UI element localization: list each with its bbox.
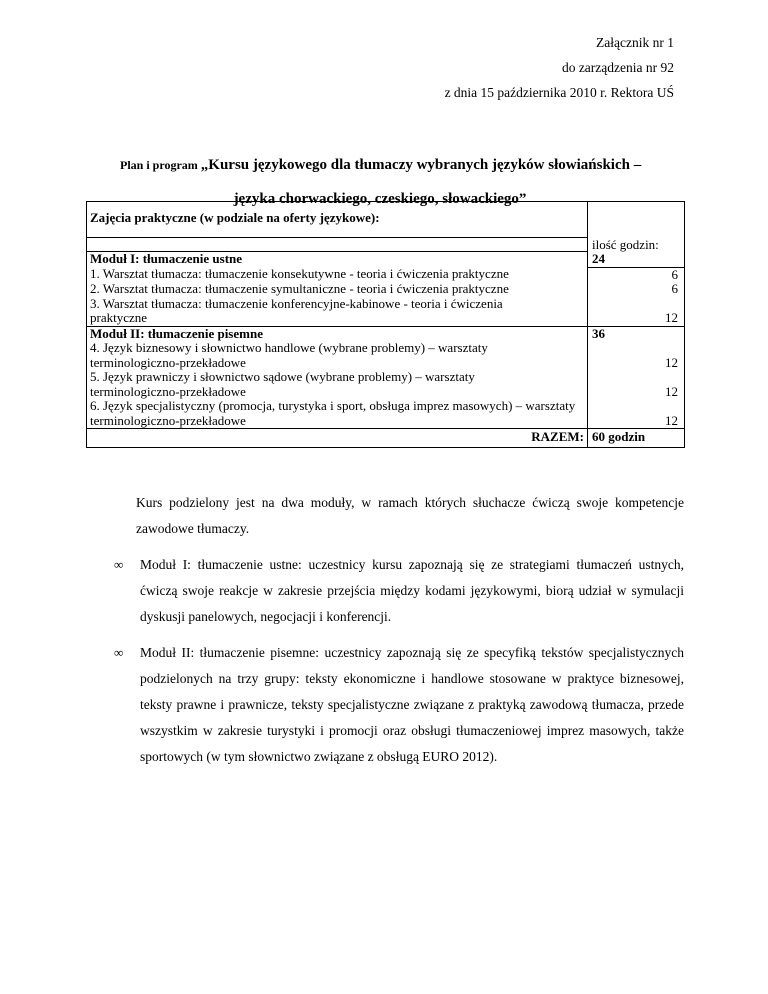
- title-lead: Plan i program: [120, 158, 201, 172]
- row-hours: 12: [588, 297, 685, 327]
- module-1-total: 24: [592, 251, 605, 266]
- module-1-title: Moduł I: tłumaczenie ustne: [87, 252, 588, 268]
- hours-label: ilość godzin:: [592, 236, 659, 252]
- table-row: 4. Język biznesowy i słownictwo handlowe (wybrane problemy) – warsztaty terminologiczno-przekładowe: [87, 341, 588, 370]
- header-line-1: Załącznik nr 1: [596, 35, 674, 50]
- table-row: 2. Warsztat tłumacza: tłumaczenie symultaniczne - teoria i ćwiczenia praktyczne: [87, 282, 588, 297]
- row-hours: 12: [588, 370, 685, 399]
- row-hours: 12: [588, 399, 685, 429]
- list-item: [114, 552, 684, 630]
- module-2-title: Moduł II: tłumaczenie pisemne: [87, 326, 588, 341]
- table-row: 3. Warsztat tłumacza: tłumaczenie konferencyjne-kabinowe - teoria i ćwiczenia praktyczne: [87, 297, 588, 327]
- title-line-2: języka chorwackiego, czeskiego, słowackiego”: [233, 191, 527, 207]
- program-table: [86, 201, 685, 448]
- table-row: 1. Warsztat tłumacza: tłumaczenie konsekutywne - teoria i ćwiczenia praktyczne: [87, 267, 588, 282]
- total-label: RAZEM:: [87, 429, 588, 448]
- module-description-list: [114, 552, 684, 780]
- bullet-text-module-1: Moduł I: tłumaczenie ustne: uczestnicy kursu zapoznają się ze strategiami tłumaczeń ustnych, ćwiczą swoje reakcje w zakresie przejścia między kodami językowymi, biorą udział w symulacji dyskusji panelowych, negocjacji i konferencji.: [140, 557, 684, 624]
- table-heading: Zajęcia praktyczne (w podziale na oferty językowe):: [87, 202, 588, 238]
- total-value: 60 godzin: [588, 429, 685, 448]
- hours-label-cell: [588, 236, 685, 268]
- table-row: 6. Język specjalistyczny (promocja, turystyka i sport, obsługa imprez masowych) – warsztaty terminologiczno-przekładowe: [87, 399, 588, 429]
- bullet-text-module-2: Moduł II: tłumaczenie pisemne: uczestnicy zapoznają się ze specyfiką tekstów specjalistycznych podzielonych na trzy grupy: teksty ekonomiczne i handlowe stosowane w praktyce biznesowej, teksty prawne i prawnicze, teksty specjalistyczne związane z praktyką zawodową tłumacza, przede wszystkim w zakresie turystyki i promocji oraz obsługi tłumaczeniowej imprez masowych, także sportowych (w tym słownictwo związane z obsługą EURO 2012).: [140, 645, 684, 764]
- table-row: 5. Język prawniczy i słownictwo sądowe (wybrane problemy) – warsztaty terminologiczno-przekładowe: [87, 370, 588, 399]
- module-2-total: 36: [588, 326, 685, 341]
- intro-paragraph: [92, 490, 684, 542]
- intro-text: Kurs podzielony jest na dwa moduły, w ramach których słuchacze ćwiczą swoje kompetencje zawodowe tłumaczy.: [136, 495, 684, 536]
- header-line-3: z dnia 15 października 2010 r. Rektora UŚ: [444, 85, 674, 100]
- row-hours: 6: [588, 282, 685, 297]
- attachment-header: [445, 30, 674, 105]
- row-hours: 6: [588, 267, 685, 282]
- infinity-bullet-icon: ∞: [114, 557, 124, 572]
- title-main: „Kursu językowego dla tłumaczy wybranych języków słowiańskich –: [200, 157, 642, 173]
- infinity-bullet-icon: ∞: [114, 645, 124, 660]
- list-item: [114, 640, 684, 770]
- row-hours: 12: [588, 341, 685, 370]
- header-line-2: do zarządzenia nr 92: [561, 60, 674, 75]
- spacer-cell: [87, 238, 588, 252]
